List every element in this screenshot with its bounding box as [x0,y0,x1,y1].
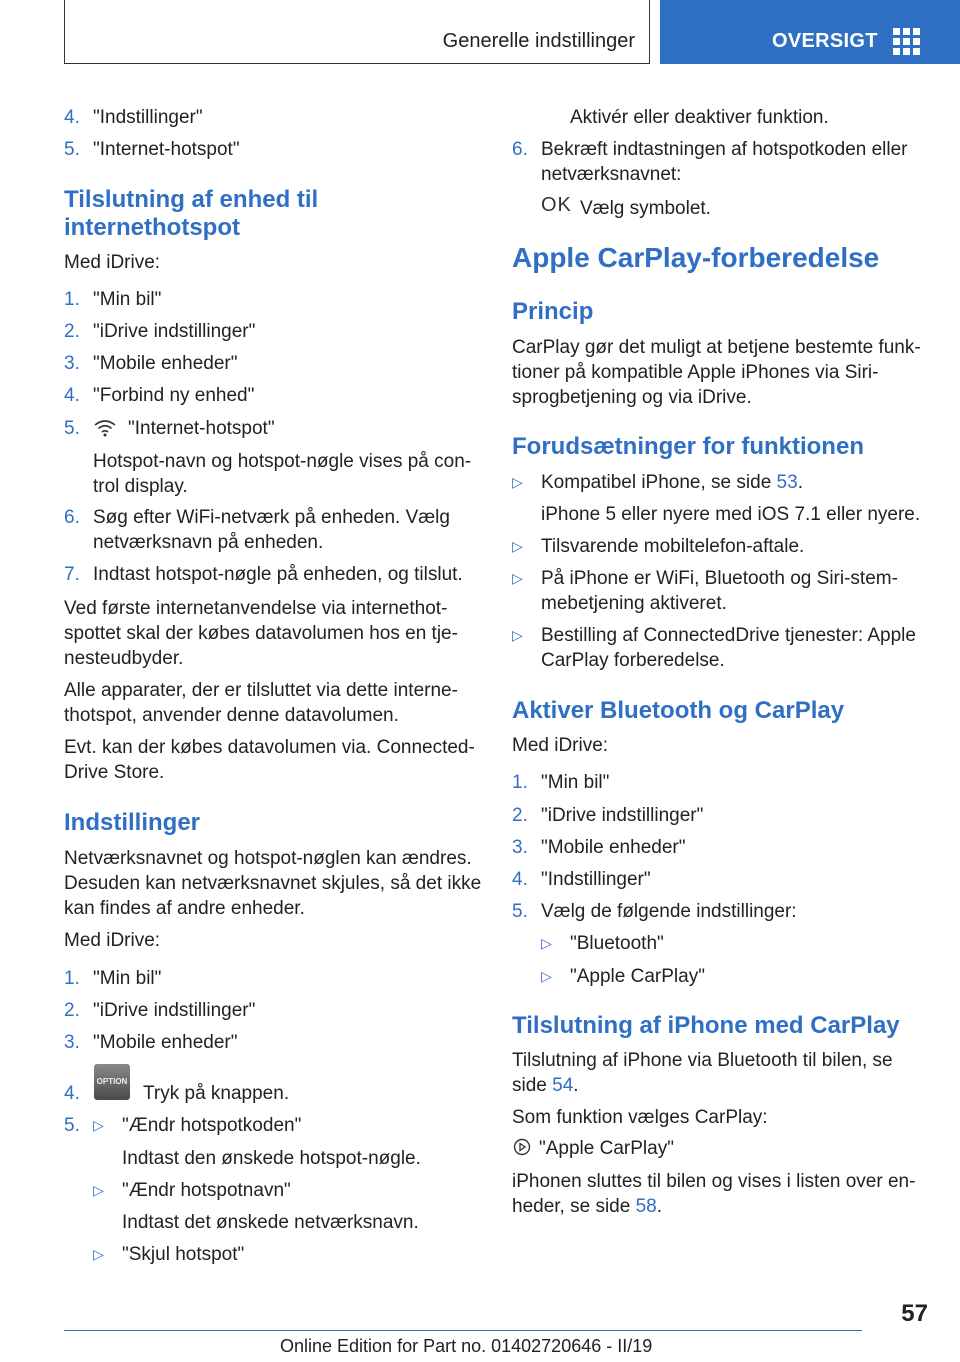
heading-line: Tilslutning af enhed til [64,186,319,213]
list-item: "iDrive indstillinger" [93,321,256,342]
list-item: "Skjul hotspot" [122,1244,245,1265]
list-item: Indtast hotspot-nøgle på enheden, og tilslut. [93,564,463,585]
list-number: 4. [64,107,80,128]
paragraph-line: CarPlay gør det muligt at betjene bestemte funk- [512,337,921,358]
list-item: "Internet-hotspot" [93,139,240,160]
list-item: "Min bil" [93,968,162,989]
bullet-item: CarPlay forberedelse. [541,650,725,671]
paragraph-line: Drive Store. [64,762,165,783]
wifi-icon [93,418,117,438]
heading-connect-iphone: Tilslutning af iPhone med CarPlay [512,1012,900,1039]
bullet-item: På iPhone er WiFi, Bluetooth og Siri-stem- [541,568,898,589]
paragraph-line: thotspot, anvender denne datavolumen. [64,705,399,726]
triangle-bullet-icon: ▷ [512,474,523,490]
list-item: "Internet-hotspot" [128,418,275,439]
list-number: 5. [64,418,80,439]
bullet-item: Bestilling af ConnectedDrive tjenester: Apple [541,625,916,646]
paragraph-text: . [656,1196,663,1217]
list-subtext: Indtast den ønskede hotspot-nøgle. [122,1148,421,1169]
list-number: 7. [64,564,80,585]
list-subtext: Vælg symbolet. [580,198,711,219]
list-subtext: trol display. [93,476,188,497]
paragraph-line [512,1073,579,1098]
play-circle-icon [513,1138,531,1156]
list-item: "Apple CarPlay" [539,1138,674,1159]
heading-principle: Princip [512,298,594,325]
list-item: "Ændr hotspotnavn" [122,1180,291,1201]
list-item: Tryk på knappen. [143,1083,290,1104]
list-item: "Indstillinger" [93,107,203,128]
list-number: 4. [512,869,528,890]
paragraph-line: Evt. kan der købes datavolumen via. Connected- [64,737,475,758]
page-link[interactable]: 58 [635,1196,657,1217]
bullet-item: mebetjening aktiveret. [541,593,727,614]
paragraph-line: spottet skal der købes datavolumen hos en tje- [64,623,458,644]
list-number: 3. [512,837,528,858]
paragraph-line: Ved første internetanvendelse via internethot- [64,598,448,619]
list-number: 1. [64,289,80,310]
footer-divider [64,1330,862,1331]
overview-nav-label: OVERSIGT [772,30,878,52]
ok-symbol-icon: OK [541,194,572,216]
list-number: 4. [64,1083,80,1104]
footer-edition: Online Edition for Part no. 01402720646 - II/19 [280,1336,653,1356]
list-number: 1. [512,772,528,793]
bullet-subtext: iPhone 5 eller nyere med iOS 7.1 eller nyere. [541,504,921,525]
list-number: 1. [64,968,80,989]
paragraph-line: kan findes af andre enheder. [64,898,305,919]
bullet-item [541,470,803,495]
paragraph-line: iPhonen sluttes til bilen og vises i listen over en- [512,1171,916,1192]
intro-text: Med iDrive: [512,735,609,756]
list-item: "Ændr hotspotkoden" [122,1115,302,1136]
list-number: 6. [64,507,80,528]
triangle-bullet-icon: ▷ [512,570,523,586]
list-subitem: "Apple CarPlay" [570,966,705,987]
header-section-title: Generelle indstillinger [442,30,635,52]
list-item: "Forbind ny enhed" [93,385,255,406]
list-subtext: Indtast det ønskede netværksnavn. [122,1212,419,1233]
list-number: 2. [64,1000,80,1021]
triangle-bullet-icon: ▷ [93,1182,104,1198]
list-item: Vælg de følgende indstillinger: [541,901,797,922]
list-number: 5. [64,1115,80,1136]
list-number: 3. [64,1032,80,1053]
list-item: "iDrive indstillinger" [93,1000,256,1021]
intro-text: Med iDrive: [64,252,161,273]
paragraph-text: side [512,1075,553,1096]
bullet-item: Tilsvarende mobiltelefon-aftale. [541,536,805,557]
triangle-bullet-icon: ▷ [512,627,523,643]
triangle-bullet-icon: ▷ [93,1117,104,1133]
page-link[interactable]: 53 [776,472,798,493]
heading-settings: Indstillinger [64,809,201,836]
heading-activate: Aktiver Bluetooth og CarPlay [512,697,845,724]
list-number: 3. [64,353,80,374]
list-item: netværksnavn på enheden. [93,532,324,553]
triangle-bullet-icon: ▷ [541,968,552,984]
paragraph-line: Tilslutning af iPhone via Bluetooth til bilen, se [512,1050,893,1071]
list-number: 2. [512,805,528,826]
list-subitem: "Bluetooth" [570,933,664,954]
paragraph-line: nesteudbyder. [64,648,184,669]
bullet-text: Kompatibel iPhone, se side [541,472,777,493]
triangle-bullet-icon: ▷ [512,538,523,554]
triangle-bullet-icon: ▷ [541,935,552,951]
list-item: "Mobile enheder" [93,1032,238,1053]
list-number: 5. [512,901,528,922]
paragraph-text: heder, se side [512,1196,636,1217]
list-number: 6. [512,139,528,160]
paragraph-line: Som funktion vælges CarPlay: [512,1107,768,1128]
paragraph-line: Netværksnavnet og hotspot-nøglen kan ændres. [64,848,472,869]
page-link[interactable]: 54 [552,1075,574,1096]
list-item: "Mobile enheder" [93,353,238,374]
list-item: "Min bil" [541,772,610,793]
bullet-text: . [797,472,803,493]
heading-connect-device [64,186,318,242]
list-item: "Indstillinger" [541,869,651,890]
list-item: Bekræft indtastningen af hotspotkoden eller [541,139,908,160]
intro-text: Med iDrive: [64,930,161,951]
heading-carplay: Apple CarPlay-forberedelse [512,242,880,273]
list-number: 2. [64,321,80,342]
paragraph-line: Alle apparater, der er tilsluttet via dette interne- [64,680,458,701]
overview-nav-button[interactable] [660,0,960,64]
list-number: 4. [64,385,80,406]
header-section-box [64,0,650,64]
paragraph-line [512,1194,662,1219]
paragraph-text: . [573,1075,579,1096]
grid-menu-icon [893,28,923,58]
paragraph-line: sprogbetjening og via iDrive. [512,387,752,408]
list-item: "Mobile enheder" [541,837,686,858]
list-subtext: Aktivér eller deaktiver funktion. [570,107,829,128]
paragraph-line: tioner på kompatible Apple iPhones via Siri- [512,362,879,383]
list-number: 5. [64,139,80,160]
list-item: Søg efter WiFi-netværk på enheden. Vælg [93,507,450,528]
paragraph-line: Desuden kan netværksnavnet skjules, så det ikke [64,873,482,894]
list-item: netværksnavnet: [541,164,682,185]
list-item: "iDrive indstillinger" [541,805,704,826]
list-item: "Min bil" [93,289,162,310]
page-number: 57 [901,1300,928,1327]
heading-prerequisites: Forudsætninger for funktionen [512,433,864,460]
triangle-bullet-icon: ▷ [93,1246,104,1262]
heading-line: internethotspot [64,214,240,241]
option-button-icon: OPTION [94,1064,130,1100]
list-subtext: Hotspot-navn og hotspot-nøgle vises på con- [93,451,472,472]
